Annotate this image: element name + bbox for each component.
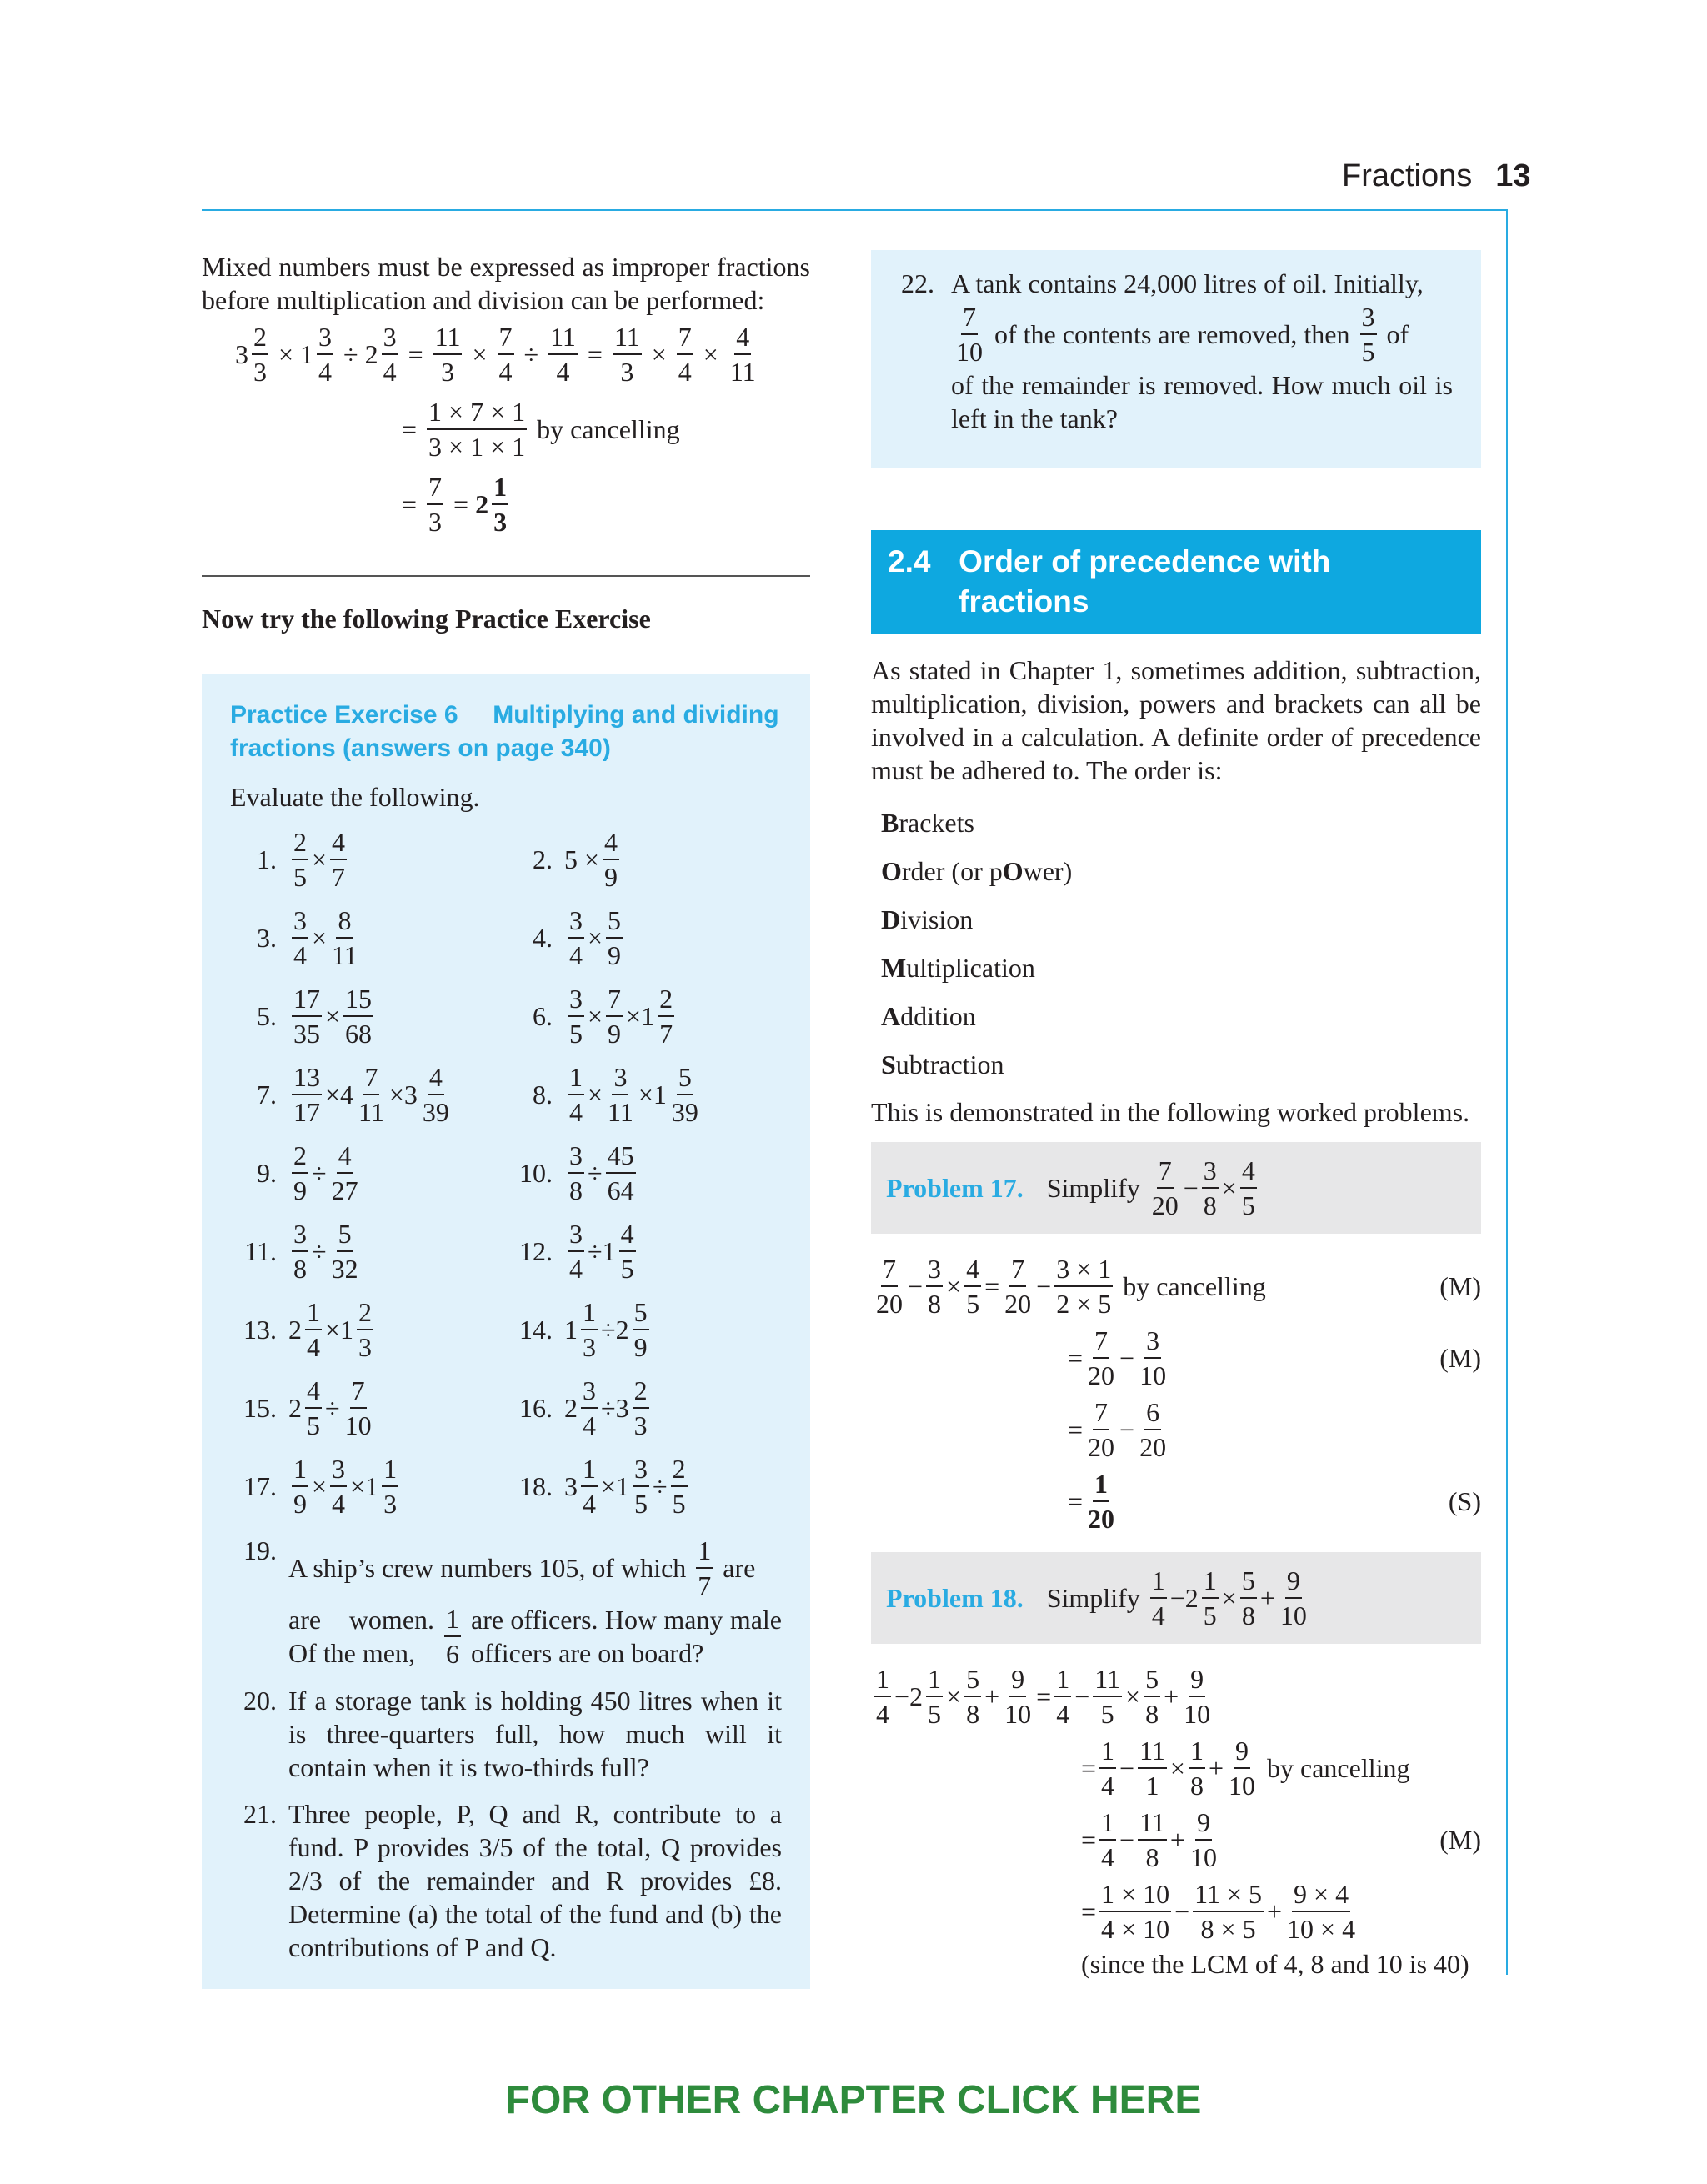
note: by cancelling xyxy=(1267,1753,1410,1783)
working-line: $\frac{7}{20}$ − $\frac{3}{8}$ × $\frac{4}{5}$ = $\frac{7}{20}$ − $\frac{3 \times 1}{2 \times 5}$ by cancelling (M) xyxy=(876,1254,1481,1319)
exercise-item: 14. 1 $\frac{1}{3}$ ÷ 2 $\frac{5}{9}$ xyxy=(519,1297,648,1362)
practice-exercise-panel xyxy=(202,674,810,1989)
exercise-item: 8. $\frac{1}{4}$ × $\frac{3}{11}$ × 1 $\frac{5}{39}$ xyxy=(533,1062,698,1127)
exercise-item: 2. 5 × $\frac{4}{9}$ xyxy=(533,827,618,892)
exercise-item-21: 21. Three people, P, Q and R, contribute to a fund. P provides 3/5 of the total, Q provides 2/3 of the remainder and R provides £8. Determine (a) the total of the fund and (b) the contributions of P and Q. xyxy=(243,1799,782,1962)
exercise-item: 10. $\frac{3}{8}$ ÷ $\frac{45}{64}$ xyxy=(519,1140,634,1205)
q20-text: If a storage tank is holding 450 litres when it is three-quarters full, how much will it contain when it is two-thirds full? xyxy=(288,1686,782,1782)
problem-label: Problem 18. xyxy=(886,1583,1024,1613)
section-intro: As stated in Chapter 1, sometimes addition, subtraction, multiplication, division, powers and brackets can all be involved in a calculation. A definite order of precedence must be adhered to. The order is: xyxy=(871,655,1481,785)
working-line: = $\frac{1 \times 10}{4 \times 10}$ − $\frac{11 \times 5}{8 \times 5}$ + $\frac{9 \times 4}{10 \times 4}$ xyxy=(1081,1879,1356,1944)
chapter-title: Fractions xyxy=(1342,158,1473,193)
exercise-item: 5. $\frac{17}{35}$ × $\frac{15}{68}$ xyxy=(257,984,373,1049)
q22-number: 22. xyxy=(901,268,934,298)
exercise-item: 11. $\frac{3}{8}$ ÷ $\frac{5}{32}$ xyxy=(244,1219,358,1284)
lcm-note: (since the LCM of 4, 8 and 10 is 40) xyxy=(1081,1949,1469,1979)
demo-text: This is demonstrated in the following worked problems. xyxy=(871,1097,1470,1127)
problem-text: Simplify xyxy=(1046,1173,1140,1203)
step-tag: (M) xyxy=(1439,1343,1481,1373)
exercise-item: 13. 2 $\frac{1}{4}$ × 1 $\frac{2}{3}$ xyxy=(243,1297,373,1362)
exercise-title: Practice Exercise 6 Multiplying and dividing fractions (answers on page 340) xyxy=(230,701,786,762)
intro-paragraph: Mixed numbers must be expressed as improper fractions before multiplication and division can be performed: xyxy=(202,252,810,315)
q22-text: of the remainder is removed. How much oil is left in the tank? xyxy=(951,370,1453,433)
working-line: = $\frac{1}{4}$ − $\frac{11}{8}$ + $\frac{9}{10}$ (M) xyxy=(1081,1807,1481,1872)
section-heading xyxy=(871,530,1481,634)
exercise-item: 16. 2 $\frac{3}{4}$ ÷ 3 $\frac{2}{3}$ xyxy=(519,1375,648,1440)
problem-text: Simplify xyxy=(1046,1583,1140,1613)
exercise-item: 18. 3 $\frac{1}{4}$ × 1 $\frac{3}{5}$ ÷ $\frac{2}{5}$ xyxy=(519,1454,686,1519)
precedence-item: Division xyxy=(881,904,974,934)
step-tag: (M) xyxy=(1439,1825,1481,1855)
section-number: 2.4 xyxy=(888,544,931,579)
q21-text: Three people, P, Q and R, contribute to a fund. P provides 3/5 of the total, Q provides 2/3 of the remainder and R provides £8. Determine (a) the total of the fund and (b) the contributions of P and Q. xyxy=(288,1799,782,1962)
header-rule xyxy=(202,209,1508,211)
problem-18-working xyxy=(871,1661,1481,1981)
problem-17-box: Problem 17. Simplify $\frac{7}{20}$ − $\frac{3}{8}$ × $\frac{4}{5}$ xyxy=(871,1142,1481,1234)
right-column xyxy=(871,250,1481,1981)
now-try-heading: Now try the following Practice Exercise xyxy=(202,604,651,634)
equation-line: 3 $\frac{2}{3}$ × 1 $\frac{3}{4}$ ÷ 2 $\frac{3}{4}$ = $\frac{11}{3}$ × $\frac{7}{4}$ ÷ $\frac{11}{4}$ = $\frac{11}{3}$ × $\frac{7}{4}$ × $\frac{4}{11}$ xyxy=(235,322,756,387)
running-header xyxy=(1342,158,1531,194)
working-line: = $\frac{1}{20}$ (S) xyxy=(1068,1469,1481,1534)
equation-line: = $\frac{7}{3}$ = 2 $\frac{1}{3}$ xyxy=(402,472,508,537)
equation-line: = $\frac{1 \times 7 \times 1}{3 \times 1 \times 1}$ by cancelling xyxy=(402,397,680,462)
working-line: $\frac{1}{4}$ − 2 $\frac{1}{5}$ × $\frac{5}{8}$ + $\frac{9}{10}$ = $\frac{1}{4}$ − $\frac{11}{5}$ × $\frac{5}{8}$ + $\frac{9}{10}$ xyxy=(876,1664,1211,1729)
exercise-item-19: 19. A ship’s crew numbers 105, of which $\frac{1}{7}$ are are women. Of the men, $\frac{1}{6}$ are officers. How many male officers are on board? xyxy=(243,1535,782,1669)
problem-18-box: Problem 18. Simplify $\frac{1}{4}$ − 2 $\frac{1}{5}$ × $\frac{5}{8}$ + $\frac{9}{10}$ xyxy=(871,1552,1481,1644)
precedence-item: Order (or pOwer) xyxy=(881,856,1073,886)
section-title: Order of precedence with fractions xyxy=(959,544,1331,619)
exercise-item: 6. $\frac{3}{5}$ × $\frac{7}{9}$ × 1 $\frac{2}{7}$ xyxy=(533,984,673,1049)
note: by cancelling xyxy=(537,414,680,444)
step-tag: (S) xyxy=(1448,1486,1481,1516)
problem-17-working xyxy=(871,1250,1481,1537)
divider xyxy=(202,575,810,577)
working-line: = $\frac{7}{20}$ − $\frac{3}{10}$ (M) xyxy=(1068,1325,1481,1390)
exercise-item: 1. $\frac{2}{5}$ × $\frac{4}{7}$ xyxy=(257,827,346,892)
precedence-list xyxy=(871,799,1481,1089)
exercise-item: 3. $\frac{3}{4}$ × $\frac{8}{11}$ xyxy=(257,905,358,970)
precedence-item: Brackets xyxy=(881,808,974,838)
precedence-item: Addition xyxy=(881,1001,976,1031)
q19-text: are officers. How many male officers are on board? xyxy=(471,1605,782,1668)
q22-text: A tank contains 24,000 litres of oil. Initially, xyxy=(951,268,1424,298)
q19-text: are women. Of the men, xyxy=(288,1605,435,1668)
exercise-item: 17. $\frac{1}{9}$ × $\frac{3}{4}$ × 1 $\frac{1}{3}$ xyxy=(243,1454,398,1519)
exercise-item: 4. $\frac{3}{4}$ × $\frac{5}{9}$ xyxy=(533,905,622,970)
q22-text: of the contents are removed, then xyxy=(994,319,1350,349)
working-line: = $\frac{7}{20}$ − $\frac{6}{20}$ xyxy=(1068,1397,1167,1462)
exercise-item: 7. $\frac{13}{17}$ × 4 $\frac{7}{11}$ × 3 $\frac{4}{39}$ xyxy=(257,1062,449,1127)
exercise-instruction: Evaluate the following. xyxy=(230,782,480,812)
margin-rule xyxy=(1506,209,1508,1975)
exercise-item-20: 20. If a storage tank is holding 450 litres when it is three-quarters full, how much will it contain when it is two-thirds full? xyxy=(243,1686,782,1782)
exercise-item: 15. 2 $\frac{4}{5}$ ÷ $\frac{7}{10}$ xyxy=(243,1375,372,1440)
exercise-item-22: 22. A tank contains 24,000 litres of oil. Initially, $\frac{7}{10}$ of the contents are removed, then $\frac{3}{5}$ of of the remainder is removed. How much oil is left in the tank? xyxy=(871,250,1481,468)
note: by cancelling xyxy=(1123,1271,1266,1301)
page-number: 13 xyxy=(1495,158,1531,193)
problem-label: Problem 17. xyxy=(886,1173,1024,1203)
exercise-item: 12. $\frac{3}{4}$ ÷ 1 $\frac{4}{5}$ xyxy=(519,1219,634,1284)
other-chapter-link[interactable]: FOR OTHER CHAPTER CLICK HERE xyxy=(505,2078,1202,2122)
exercise-grid xyxy=(230,825,782,1520)
step-tag: (M) xyxy=(1439,1271,1481,1301)
precedence-item: Multiplication xyxy=(881,953,1035,983)
left-column xyxy=(202,250,810,1989)
precedence-item: Subtraction xyxy=(881,1049,1004,1079)
exercise-item: 9. $\frac{2}{9}$ ÷ $\frac{4}{27}$ xyxy=(257,1140,358,1205)
q19-text: A ship’s crew numbers 105, of which xyxy=(288,1553,687,1583)
working-line: = $\frac{1}{4}$ − $\frac{11}{1}$ × $\frac{1}{8}$ + $\frac{9}{10}$ by cancelling xyxy=(1081,1736,1410,1801)
